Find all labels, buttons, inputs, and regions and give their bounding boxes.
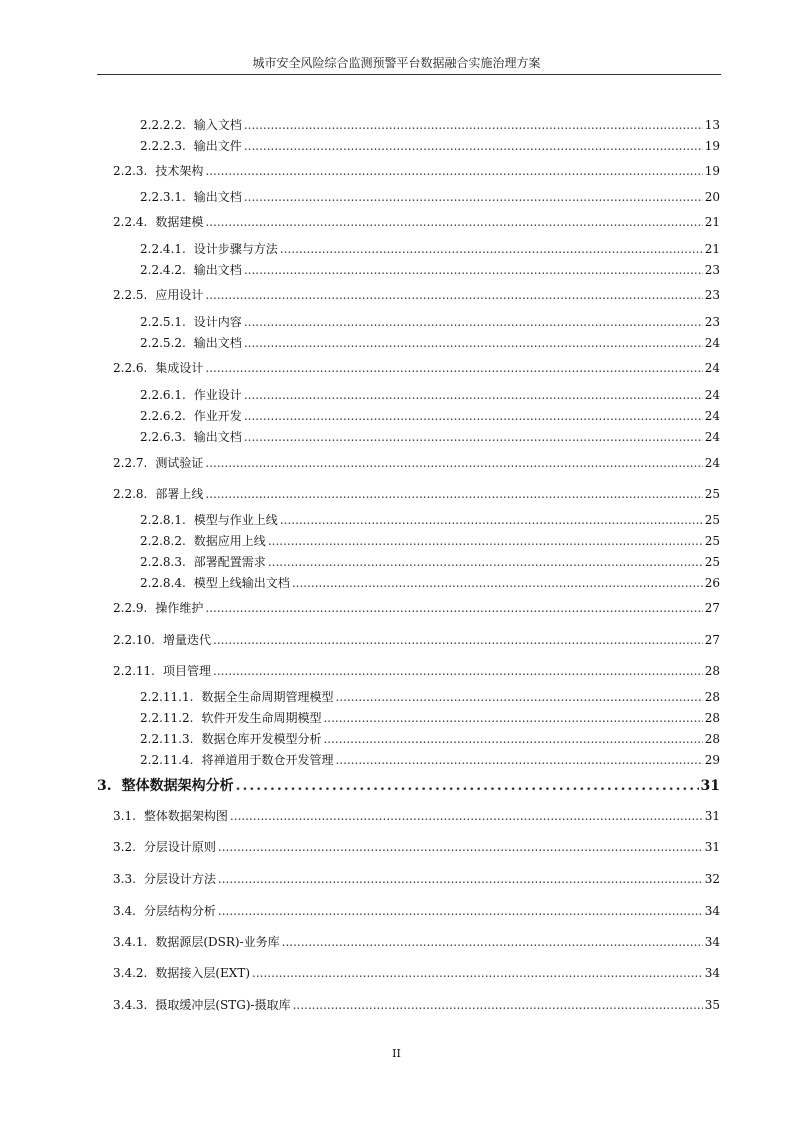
toc-leader-dots [236, 776, 699, 796]
toc-entry-number: 3.3. [113, 872, 136, 886]
toc-entry-page: 24 [704, 430, 720, 444]
toc-entry-page: 24 [704, 456, 720, 470]
toc-leader-dots [244, 138, 703, 154]
toc-leader-dots [292, 575, 703, 591]
toc-entry-title: 整体数据架构分析 [121, 778, 234, 794]
toc-entry-title: 数据应用上线 [193, 534, 266, 548]
toc-entry-page: 21 [704, 242, 720, 256]
toc-entry-page: 20 [704, 190, 720, 204]
toc-leader-dots [268, 554, 703, 570]
toc-entry-number: 2.2.6.1. [140, 388, 186, 402]
toc-entry-number: 3. [97, 778, 112, 794]
toc-entry-number: 2.2.5.2. [140, 336, 186, 350]
toc-entry[interactable] [140, 335, 720, 351]
toc-leader-dots [280, 512, 703, 528]
toc-entry-page: 13 [704, 118, 720, 132]
toc-entry-number: 2.2.7. [113, 456, 148, 470]
toc-entry-page: 19 [704, 164, 720, 178]
toc-entry[interactable] [140, 241, 720, 257]
toc-entry-number: 2.2.11.4. [140, 753, 194, 767]
page-number: II [392, 1047, 401, 1060]
toc-leader-dots [268, 533, 703, 549]
toc-entry-number: 3.4.1. [113, 935, 148, 949]
toc-entry-title: 技术架构 [155, 164, 204, 178]
toc-leader-dots [213, 663, 703, 679]
toc-entry[interactable] [113, 214, 720, 230]
toc-leader-dots [244, 314, 703, 330]
toc-entry-title: 作业开发 [193, 409, 242, 423]
toc-entry[interactable] [140, 689, 720, 705]
toc-entry-page: 29 [704, 753, 720, 767]
toc-entry-title: 增量迭代 [162, 633, 211, 647]
toc-entry-page: 35 [704, 998, 720, 1012]
toc-entry-title: 模型与作业上线 [193, 513, 278, 527]
toc-entry-title: 摄取缓冲层(STG)-摄取库 [155, 998, 291, 1012]
toc-entry-number: 3.4.2. [113, 966, 148, 980]
toc-entry-page: 25 [704, 513, 720, 527]
toc-entry-title: 设计步骤与方法 [193, 242, 278, 256]
toc-leader-dots [280, 241, 703, 257]
toc-entry-number: 2.2.4. [113, 215, 148, 229]
toc-entry[interactable] [140, 408, 720, 424]
toc-entry-page: 32 [704, 872, 720, 886]
toc-leader-dots [205, 163, 702, 179]
toc-entry[interactable] [113, 486, 720, 502]
toc-entry[interactable] [140, 429, 720, 445]
toc-leader-dots [218, 839, 703, 855]
toc-entry-number: 2.2.8.4. [140, 576, 186, 590]
toc-leader-dots [205, 360, 702, 376]
toc-entry-page: 31 [704, 840, 720, 854]
toc-entry-title: 集成设计 [155, 361, 204, 375]
toc-leader-dots [205, 287, 702, 303]
toc-entry[interactable] [113, 287, 720, 303]
toc-entry-page: 34 [704, 935, 720, 949]
toc-leader-dots [213, 632, 703, 648]
toc-entry-title: 数据建模 [155, 215, 204, 229]
toc-entry-page: 23 [704, 288, 720, 302]
toc-entry-page: 24 [704, 388, 720, 402]
toc-entry-title: 输出文档 [193, 190, 242, 204]
toc-entry-title: 输出文档 [193, 336, 242, 350]
toc-entry[interactable] [140, 262, 720, 278]
toc-entry[interactable] [113, 455, 720, 471]
toc-entry-title: 作业设计 [193, 388, 242, 402]
toc-entry[interactable] [140, 117, 720, 133]
toc-entry-page: 21 [704, 215, 720, 229]
toc-entry-number: 2.2.6.3. [140, 430, 186, 444]
toc-entry-page: 31 [700, 778, 720, 794]
toc-entry-number: 2.2.2.2. [140, 118, 186, 132]
toc-leader-dots [205, 455, 702, 471]
toc-entry-page: 25 [704, 555, 720, 569]
toc-entry-title: 分层设计原则 [143, 840, 216, 854]
toc-entry-page: 31 [704, 809, 720, 823]
toc-leader-dots [252, 965, 703, 981]
toc-entry[interactable] [113, 360, 720, 376]
toc-entry-title: 操作维护 [155, 601, 204, 615]
toc-entry[interactable] [97, 776, 720, 796]
toc-leader-dots [244, 408, 703, 424]
toc-entry-page: 26 [704, 576, 720, 590]
toc-entry-page: 19 [704, 139, 720, 153]
toc-entry[interactable] [140, 554, 720, 570]
toc-leader-dots [323, 731, 702, 747]
toc-entry-page: 28 [704, 690, 720, 704]
toc-entry[interactable] [140, 512, 720, 528]
toc-entry-title: 整体数据架构图 [143, 809, 228, 823]
toc-entry[interactable] [140, 575, 720, 591]
toc-entry[interactable] [140, 314, 720, 330]
toc-entry-title: 模型上线输出文档 [193, 576, 290, 590]
toc-entry-title: 数据全生命周期管理模型 [201, 690, 334, 704]
toc-entry-number: 2.2.8. [113, 487, 148, 501]
toc-entry[interactable] [140, 189, 720, 205]
toc-entry[interactable] [113, 839, 720, 855]
toc-entry-number: 2.2.3. [113, 164, 148, 178]
toc-entry[interactable] [140, 710, 720, 726]
toc-entry-title: 分层结构分析 [143, 904, 216, 918]
toc-leader-dots [244, 335, 703, 351]
toc-entry[interactable] [113, 903, 720, 919]
toc-entry[interactable] [113, 600, 720, 616]
toc-entry[interactable] [140, 387, 720, 403]
toc-leader-dots [282, 934, 703, 950]
toc-entry-page: 23 [704, 263, 720, 277]
toc-entry[interactable] [113, 997, 720, 1013]
toc-leader-dots [244, 117, 703, 133]
toc-entry-number: 2.2.6.2. [140, 409, 186, 423]
toc-entry-number: 2.2.8.3. [140, 555, 186, 569]
toc-entry-number: 3.4.3. [113, 998, 148, 1012]
toc-entry-page: 28 [704, 732, 720, 746]
toc-entry-number: 3.1. [113, 809, 136, 823]
toc-entry-page: 28 [704, 711, 720, 725]
toc-leader-dots [244, 429, 703, 445]
toc-entry-number: 2.2.9. [113, 601, 148, 615]
toc-entry-number: 2.2.6. [113, 361, 148, 375]
toc-leader-dots [293, 997, 703, 1013]
toc-entry[interactable] [113, 871, 720, 887]
toc-leader-dots [244, 189, 703, 205]
toc-entry-page: 24 [704, 361, 720, 375]
toc-entry-number: 2.2.8.1. [140, 513, 186, 527]
toc-leader-dots [230, 808, 703, 824]
toc-leader-dots [323, 710, 702, 726]
toc-entry[interactable] [140, 138, 720, 154]
toc-entry-page: 34 [704, 966, 720, 980]
toc-entry-page: 27 [704, 601, 720, 615]
toc-entry-page: 34 [704, 904, 720, 918]
toc-entry-number: 2.2.2.3. [140, 139, 186, 153]
toc-leader-dots [205, 214, 702, 230]
toc-leader-dots [205, 486, 702, 502]
toc-entry-page: 24 [704, 409, 720, 423]
toc-leader-dots [205, 600, 702, 616]
toc-entry-title: 测试验证 [155, 456, 204, 470]
toc-entry-title: 数据仓库开发模型分析 [201, 732, 322, 746]
toc-entry-number: 2.2.3.1. [140, 190, 186, 204]
toc-entry-page: 27 [704, 633, 720, 647]
toc-entry-page: 23 [704, 315, 720, 329]
toc-leader-dots [218, 871, 703, 887]
toc-entry-title: 输出文档 [193, 263, 242, 277]
toc-entry-title: 输入文档 [193, 118, 242, 132]
toc-entry[interactable] [113, 163, 720, 179]
toc-entry-number: 2.2.11.1. [140, 690, 194, 704]
toc-entry-title: 部署配置需求 [193, 555, 266, 569]
page-header: 城市安全风险综合监测预警平台数据融合实施治理方案 [252, 56, 541, 70]
toc-entry-number: 2.2.11.2. [140, 711, 194, 725]
toc-entry-number: 2.2.11.3. [140, 732, 194, 746]
toc-leader-dots [335, 689, 702, 705]
toc-entry-title: 部署上线 [155, 487, 204, 501]
toc-entry[interactable] [113, 632, 720, 648]
toc-entry-title: 输出文件 [193, 139, 242, 153]
toc-leader-dots [335, 752, 702, 768]
toc-entry-title: 数据接入层(EXT) [155, 966, 251, 980]
toc-entry-page: 28 [704, 664, 720, 678]
toc-entry-number: 2.2.8.2. [140, 534, 186, 548]
toc-entry-title: 项目管理 [162, 664, 211, 678]
toc-leader-dots [244, 387, 703, 403]
toc-entry-number: 2.2.4.2. [140, 263, 186, 277]
toc-leader-dots [244, 262, 703, 278]
toc-entry-title: 应用设计 [155, 288, 204, 302]
toc-entry[interactable] [140, 533, 720, 549]
toc-entry-number: 2.2.5. [113, 288, 148, 302]
toc-entry-page: 25 [704, 534, 720, 548]
toc-entry-number: 2.2.4.1. [140, 242, 186, 256]
toc-leader-dots [218, 903, 703, 919]
toc-entry[interactable] [113, 965, 720, 981]
toc-entry-number: 2.2.11. [113, 664, 155, 678]
toc-entry[interactable] [113, 808, 720, 824]
toc-entry-title: 输出文档 [193, 430, 242, 444]
toc-entry-title: 数据源层(DSR)-业务库 [155, 935, 280, 949]
toc-entry[interactable] [113, 934, 720, 950]
toc-entry[interactable] [113, 663, 720, 679]
toc-entry-page: 24 [704, 336, 720, 350]
toc-entry-title: 将禅道用于数仓开发管理 [201, 753, 334, 767]
toc-entry-title: 设计内容 [193, 315, 242, 329]
toc-entry-number: 2.2.10. [113, 633, 155, 647]
toc-entry-number: 3.2. [113, 840, 136, 854]
toc-entry-number: 2.2.5.1. [140, 315, 186, 329]
toc-entry-page: 25 [704, 487, 720, 501]
toc-entry-number: 3.4. [113, 904, 136, 918]
toc-entry-title: 分层设计方法 [143, 872, 216, 886]
toc-entry-title: 软件开发生命周期模型 [201, 711, 322, 725]
toc-entry[interactable] [140, 731, 720, 747]
toc-entry[interactable] [140, 752, 720, 768]
